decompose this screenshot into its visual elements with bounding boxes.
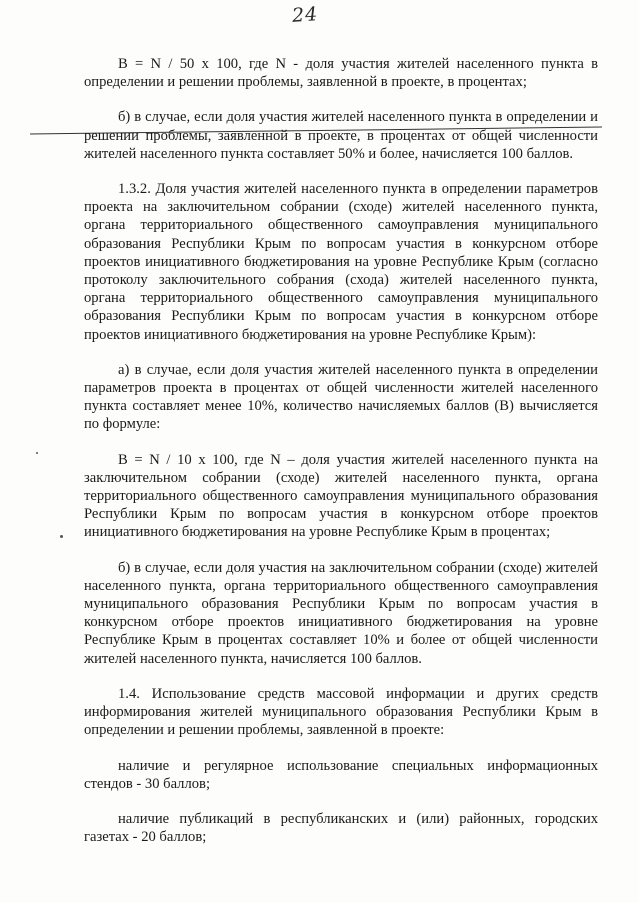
formula-paragraph-1: B = N / 50 x 100, где N - доля участия жителей населенного пункта в определении и решении проблемы, заявленной в проекте, в процентах; (84, 56, 598, 91)
section-1-3-2: 1.3.2. Доля участия жителей населенного пункта в определении параметров проекта на заключительном собрании (сходе) жителей населенного пункта, органа территориального общественного самоуправления муниципального образования Республики Крым по вопросам участия в конкурсном отборе проектов инициативного бюджетирования на уровне Республике Крым (согласно протоколу заключительного собрания (схода) жителей населенного пункта, органа территориального общественного самоуправления муниципального образования Республики Крым по вопросам участия в конкурсном отборе проектов инициативного бюджетирования на уровне Республике Крым): (84, 181, 598, 343)
document-body (84, 55, 598, 863)
margin-speck (60, 535, 63, 538)
handwritten-page-number: 24 (291, 3, 319, 27)
paragraph-a: а) в случае, если доля участия жителей населенного пункта в определении параметров проекта в процентах от общей численности жителей населенного пункта составляет менее 10%, количество начисляемых баллов (B) вычисляется по формуле: (84, 361, 598, 433)
list-item-stands: наличие и регулярное использование специальных информационных стендов - 30 баллов; (84, 757, 598, 792)
section-1-4: 1.4. Использование средств массовой информации и других средств информирования жителей муниципального образования Республики Крым в определении и решении проблемы, заявленной в проекте: (84, 685, 598, 739)
list-item-publications: наличие публикаций в республиканских и (или) районных, городских газетах - 20 баллов; (84, 810, 598, 846)
paragraph-b-2: б) в случае, если доля участия на заключительном собрании (сходе) жителей населенного пункта, органа территориального общественного самоуправления муниципального образования Республики Крым по вопросам участия в конкурсном отборе проектов инициативного бюджетирования на уровне Республике Крым в процентах составляет 10% и более от общей численности жителей населенного пункта, начисляется 100 баллов. (84, 559, 598, 667)
paragraph-b-1: б) в случае, если доля участия жителей населенного пункта в определении и решении проблемы, заявленной в проекте, в процентах от общей численности жителей населенного пункта составляет 50% и более, начисляется 100 баллов. (84, 109, 598, 162)
margin-speck (36, 452, 38, 454)
formula-paragraph-2: B = N / 10 x 100, где N – доля участия жителей населенного пункта на заключительном собрании (сходе) жителей населенного пункта, органа территориального общественного самоуправления муниципального образования Республики Крым по вопросам участия в конкурсном отборе проектов инициативного бюджетирования на уровне Республике Крым в процентах; (84, 451, 598, 541)
